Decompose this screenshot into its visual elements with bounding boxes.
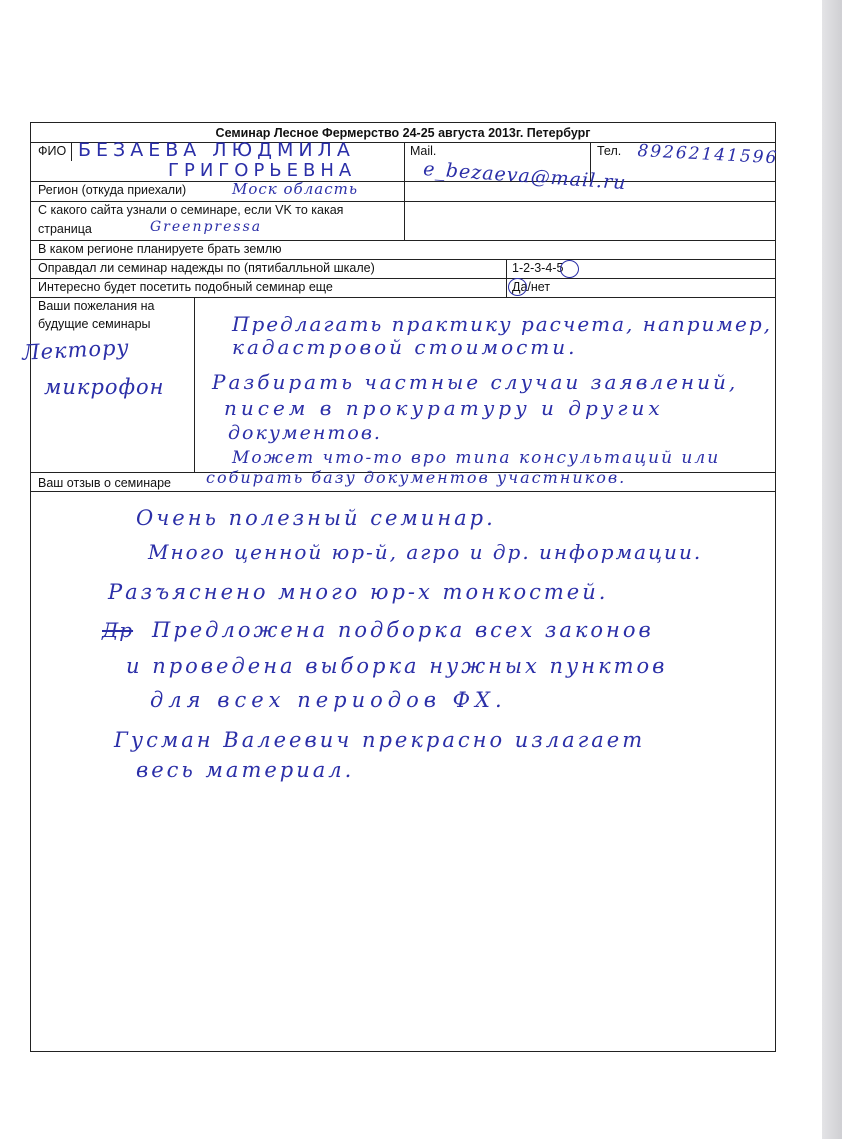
col-divider	[194, 297, 195, 472]
region-label: Регион (откуда приехали)	[38, 183, 187, 197]
handwritten-wish-line: кадастровой стоимости.	[232, 335, 578, 359]
handwritten-review-line: и проведена выборка нужных пунктов	[126, 654, 668, 678]
yes-no-options: Да/нет	[512, 280, 551, 294]
handwritten-wish-line: Разбирать частные случаи заявлений,	[212, 370, 739, 394]
selected-score-circle	[560, 260, 579, 278]
handwritten-review-line: Разъяснено много юр-х тонкостей.	[108, 580, 609, 604]
col-divider	[506, 259, 507, 297]
handwritten-wish-line: Может что-то вро типа консультаций или	[232, 448, 721, 468]
handwritten-wish-line: писем в прокуратуру и других	[224, 396, 664, 420]
handwritten-wish-left-1: Лектору	[21, 335, 131, 365]
handwritten-review-line: для всех периодов ФХ.	[150, 688, 507, 712]
review-label: Ваш отзыв о семинаре	[38, 476, 171, 490]
handwritten-review-line: Гусман Валеевич прекрасно излагает	[114, 728, 646, 752]
handwritten-review-line: Много ценной юр-й, агро и др. информации.	[148, 540, 703, 564]
col-divider	[404, 142, 405, 240]
handwritten-site: Greenpressa	[150, 219, 263, 235]
handwritten-name-line1: БЕЗАЕВА ЛЮДМИЛА	[78, 139, 355, 161]
handwritten-wish-line: документов.	[228, 422, 382, 444]
selected-answer-circle	[508, 278, 527, 296]
attend-again-label: Интересно будет посетить подобный семинар еще	[38, 280, 333, 294]
expectations-label: Оправдал ли семинар надежды по (пятибалльной шкале)	[38, 261, 375, 275]
handwritten-wish-line: собирать базу документов участников.	[206, 468, 627, 487]
wishes-label-line2: будущие семинары	[38, 317, 151, 331]
handwritten-review-line: весь материал.	[136, 758, 355, 782]
scan-edge	[822, 0, 842, 1139]
handwritten-wish-line: Предлагать практику расчета, например,	[232, 312, 773, 336]
wishes-label-line1: Ваши пожелания на	[38, 299, 155, 313]
mail-label: Mail.	[410, 144, 437, 158]
handwritten-name-line2: ГРИГОРЬЕВНА	[168, 160, 357, 181]
handwritten-region: Моск область	[232, 180, 358, 198]
handwritten-review-line: Предложена подборка всех законов	[152, 618, 654, 642]
fio-label: ФИО	[38, 144, 67, 158]
col-divider	[71, 142, 72, 161]
form-title: Семинар Лесное Фермерство 24-25 августа 2013г. Петербург	[215, 126, 591, 140]
handwritten-crossed-out: Др	[102, 618, 134, 642]
site-label-line1: С какого сайта узнали о семинаре, если VK то какая	[38, 203, 344, 217]
handwritten-email: e_bezaeva@mail.ru	[422, 158, 628, 195]
site-label-line2: страница	[38, 222, 92, 236]
handwritten-phone: 89262141596	[636, 141, 779, 169]
tel-label: Тел.	[597, 144, 622, 158]
handwritten-review-line: Очень полезный семинар.	[136, 506, 496, 530]
score-scale: 1-2-3-4-5	[512, 261, 564, 275]
handwritten-wish-left-2: микрофон	[44, 375, 165, 399]
land-region-label: В каком регионе планируете брать землю	[38, 242, 282, 256]
